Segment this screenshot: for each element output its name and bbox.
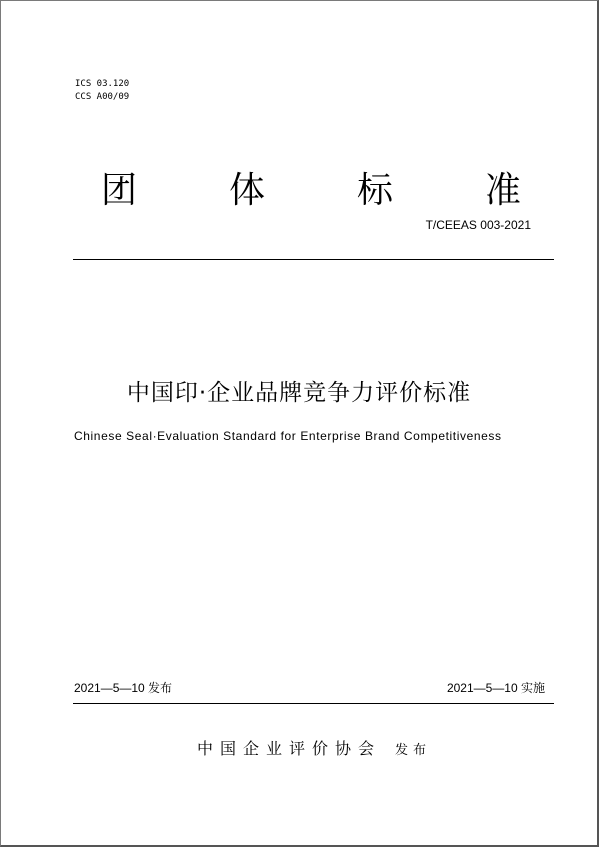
classification-codes bbox=[75, 78, 129, 104]
publisher-name: 中国企业评价协会 bbox=[197, 739, 382, 758]
standard-type-heading bbox=[101, 169, 521, 213]
standard-type-char: 团 bbox=[101, 170, 138, 211]
publish-date: 2021—5—10 发布 bbox=[74, 681, 173, 695]
document-title-english: Chinese Seal·Evaluation Standard for Enterprise Brand Competitiveness bbox=[74, 429, 502, 443]
standard-type-char: 体 bbox=[228, 170, 265, 211]
effective-date: 2021—5—10 实施 bbox=[446, 681, 545, 695]
top-divider bbox=[73, 259, 554, 260]
ccs-code: CCS A00/09 bbox=[75, 92, 130, 102]
ics-code: ICS 03.120 bbox=[75, 79, 130, 89]
bottom-divider bbox=[73, 703, 554, 704]
standard-type-char: 准 bbox=[484, 170, 521, 211]
publisher-action: 发布 bbox=[395, 743, 432, 758]
document-title-chinese: 中国印·企业品牌竞争力评价标准 bbox=[126, 380, 472, 406]
standard-code: T/CEEAS 003-2021 bbox=[425, 218, 531, 232]
standard-type-char: 标 bbox=[356, 170, 393, 211]
publisher-line bbox=[197, 736, 431, 759]
